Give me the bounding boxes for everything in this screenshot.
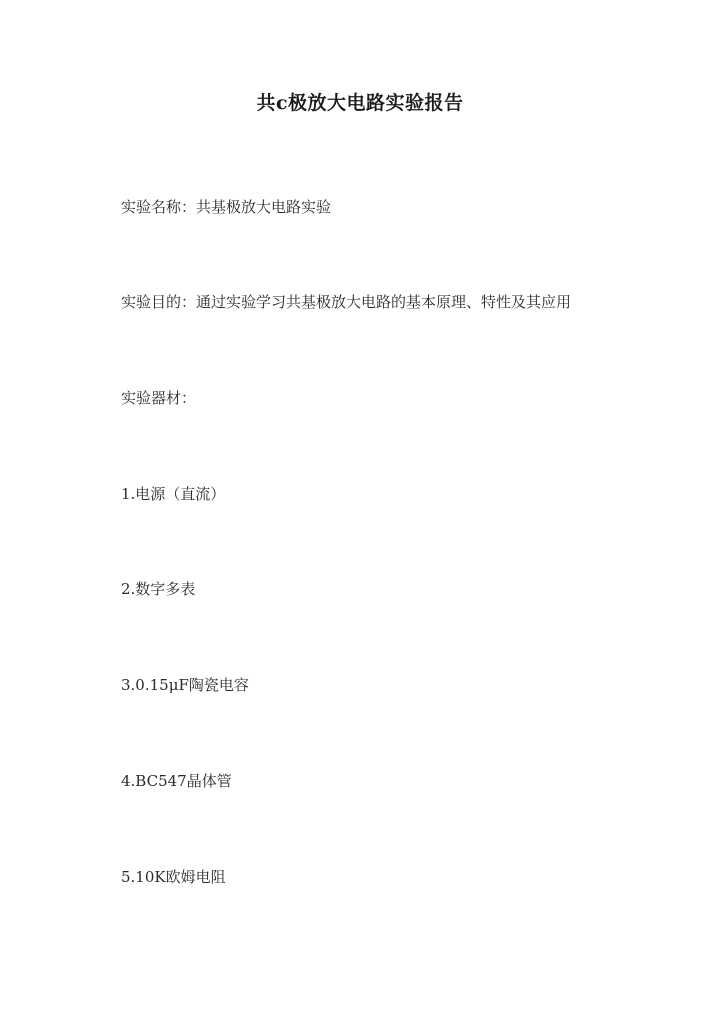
equipment-item: 1.电源（直流）: [121, 485, 226, 503]
equipment-heading: 实验器材：: [121, 389, 197, 407]
equipment-item: 4.BC547晶体管: [121, 772, 232, 790]
document-title: 共c极放大电路实验报告: [256, 92, 464, 114]
equipment-item: 2.数字多表: [121, 580, 196, 598]
experiment-name: 实验名称：共基极放大电路实验: [121, 198, 332, 216]
equipment-item: 5.10K欧姆电阻: [121, 868, 226, 886]
equipment-item: 3.0.15μF陶瓷电容: [121, 676, 249, 694]
experiment-purpose: 实验目的：通过实验学习共基极放大电路的基本原理、特性及其应用: [121, 293, 572, 311]
